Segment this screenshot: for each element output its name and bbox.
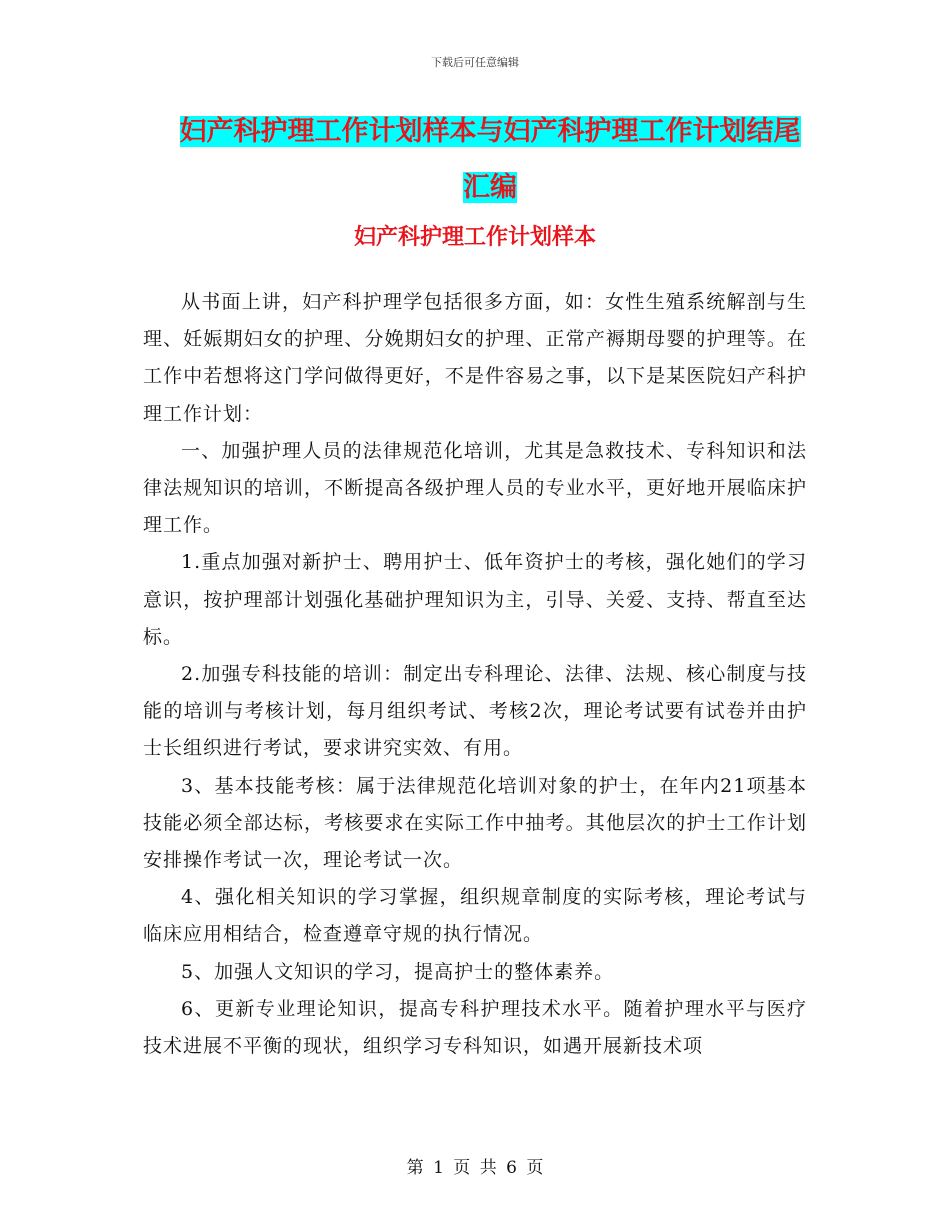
header-note: 下载后可任意编辑	[431, 56, 519, 69]
paragraph-item-4: 4、强化相关知识的学习掌握，组织规章制度的实际考核，理论考试与临床应用相结合，检查遵章守规的执行情况。	[143, 886, 807, 946]
section-title: 妇产科护理工作计划样本	[353, 225, 596, 250]
page-footer: 第 1 页 共 6 页	[406, 1158, 544, 1178]
paragraph-item-6: 6、更新专业理论知识，提高专科护理技术水平。随着护理水平与医疗技术进展不平衡的现状，组织学习专科知识，如遇开展新技术项	[143, 997, 807, 1058]
paragraph-item-1-2: 2.加强专科技能的培训：制定出专科理论、法律、法规、核心制度与技能的培训与考核计划，每月组织考试、考核2次，理论考试要有试卷并由护士长组织进行考试，要求讲究实效、有用。	[143, 663, 807, 760]
paragraph-item-5: 5、加强人文知识的学习，提高护士的整体素养。	[181, 960, 615, 983]
document-body	[143, 284, 807, 1065]
paragraph-item-3: 3、基本技能考核：属于法律规范化培训对象的护士，在年内21项基本技能必须全部达标，考核要求在实际工作中抽考。其他层次的护士工作计划安排操作考试一次，理论考试一次。	[143, 774, 807, 872]
document-title	[170, 104, 810, 216]
paragraph-item-1: 一、加强护理人员的法律规范化培训，尤其是急救技术、专科知识和法律法规知识的培训，不断提高各级护理人员的专业水平，更好地开展临床护理工作。	[143, 439, 807, 537]
paragraph-item-1-1: 1.重点加强对新护士、聘用护士、低年资护士的考核，强化她们的学习意识，按护理部计划强化基础护理知识为主，引导、关爱、支持、帮直至达标。	[143, 551, 807, 648]
document-title-text: 妇产科护理工作计划样本与妇产科护理工作计划结尾汇编	[179, 116, 801, 203]
paragraph-intro: 从书面上讲，妇产科护理学包括很多方面，如：女性生殖系统解剖与生理、妊娠期妇女的护理、分娩期妇女的护理、正常产褥期母婴的护理等。在工作中若想将这门学问做得更好，不是件容易之事，以下是某医院妇产科护理工作计划：	[143, 291, 807, 425]
